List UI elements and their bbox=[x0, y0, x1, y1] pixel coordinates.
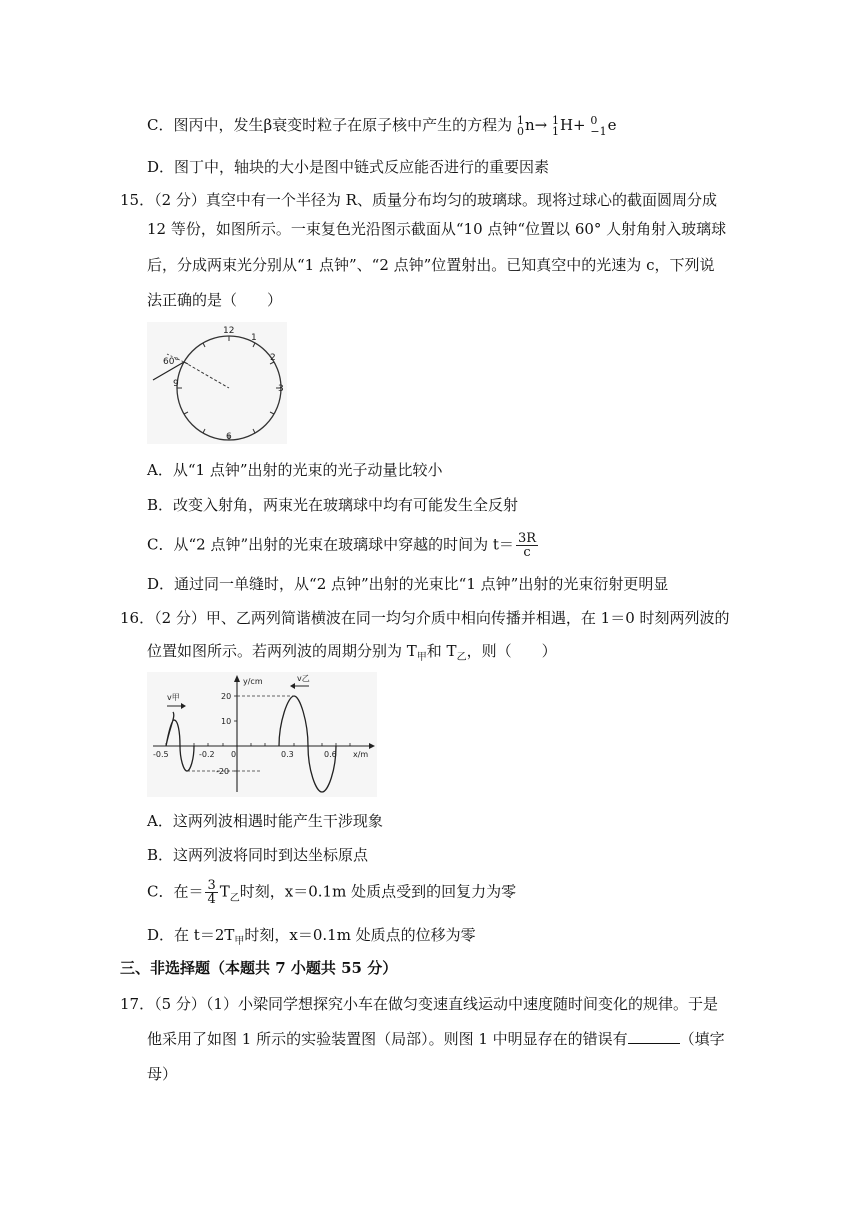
v-jia-label: v甲 bbox=[167, 693, 180, 702]
text-segment: 时刻，x＝0.1m 处质点的位移为零 bbox=[244, 926, 476, 944]
option-d-q16 bbox=[147, 925, 476, 948]
angle-label: 60° bbox=[163, 357, 179, 367]
x-tick-06: 0.6 bbox=[324, 750, 337, 759]
question-16-line-2 bbox=[147, 641, 557, 664]
neutron-symbol: n bbox=[524, 116, 535, 134]
electron-charge: −1 bbox=[590, 125, 607, 138]
y-tick-10: 10 bbox=[221, 717, 232, 726]
option-a-q15: A．从“1 点钟”出射的光束的光子动量比较小 bbox=[147, 461, 443, 479]
question-17-line-1: 17．（5 分）（1）小梁同学想探究小车在做匀变速直线运动中速度随时间变化的规律。于是 bbox=[120, 995, 718, 1013]
x-axis-label: x/m bbox=[353, 750, 369, 759]
subscript-yi: 乙 bbox=[229, 892, 240, 904]
label-1: 1 bbox=[251, 333, 257, 343]
text-segment: C．在＝ bbox=[147, 882, 204, 901]
subscript-yi: 乙 bbox=[456, 652, 467, 663]
option-c-q14 bbox=[147, 115, 617, 137]
text-segment: 时刻，x＝0.1m 处质点受到的回复力为零 bbox=[239, 882, 517, 901]
label-2: 2 bbox=[270, 353, 276, 363]
question-16-line-1: 16．（2 分）甲、乙两列简谐横波在同一均匀介质中相向传播并相遇，在 1＝0 时刻两列波的 bbox=[120, 609, 730, 627]
option-a-q16: A．这两列波相遇时能产生干涉现象 bbox=[147, 812, 383, 830]
proton-symbol: H+ bbox=[559, 116, 586, 134]
text-segment: 位置如图所示。若两列波的周期分别为 T bbox=[147, 642, 417, 660]
x-tick-0: 0 bbox=[231, 750, 237, 759]
question-15-line-1: 15．（2 分）真空中有一个半径为 R、质量分布均匀的玻璃球。现将过球心的截面圆周分成 bbox=[120, 191, 717, 209]
y-axis-label: y/cm bbox=[243, 677, 263, 686]
text-segment: D．在 t＝2T bbox=[147, 926, 235, 944]
electron-mass: 0 bbox=[590, 114, 598, 127]
neutron-mass: 1 bbox=[516, 114, 524, 127]
x-tick-neg05: -0.5 bbox=[153, 750, 169, 759]
y-tick-20: 20 bbox=[221, 692, 232, 701]
fraction bbox=[516, 532, 538, 559]
glass-sphere-figure bbox=[147, 322, 287, 444]
proton-charge: 1 bbox=[551, 125, 559, 138]
proton-mass: 1 bbox=[551, 114, 559, 127]
fraction-denominator: 4 bbox=[207, 892, 216, 907]
option-b-q15: B．改变入射角，两束光在玻璃球中均有可能发生全反射 bbox=[147, 496, 519, 514]
y-tick-neg20: -20 bbox=[216, 767, 230, 776]
question-17-line-3: 母） bbox=[147, 1065, 178, 1083]
fraction-numerator: 3 bbox=[207, 878, 216, 893]
v-yi-label: v乙 bbox=[297, 674, 310, 683]
text-segment: （填字 bbox=[679, 1030, 725, 1048]
fraction-numerator: 3R bbox=[517, 531, 536, 546]
text-segment: ，则（ ） bbox=[466, 642, 557, 660]
neutron-charge: 0 bbox=[516, 125, 524, 138]
option-d-q15: D．通过同一单缝时，从“2 点钟”出射的光束比“1 点钟”出射的光束衍射更明显 bbox=[147, 575, 669, 593]
x-tick-neg02: -0.2 bbox=[199, 750, 215, 759]
electron-symbol: e bbox=[607, 116, 617, 134]
x-tick-03: 0.3 bbox=[281, 750, 294, 759]
text-segment: T bbox=[219, 882, 230, 901]
arrow-symbol: → bbox=[534, 116, 548, 134]
text-segment: 他采用了如图 1 所示的实验装置图（局部）。则图 1 中明显存在的错误有 bbox=[147, 1030, 628, 1048]
label-9: 9 bbox=[173, 379, 179, 389]
option-c-q16 bbox=[147, 879, 516, 906]
label-6: 6 bbox=[226, 432, 232, 442]
option-c-q15 bbox=[147, 532, 540, 559]
fraction bbox=[205, 879, 217, 906]
option-b-q16: B．这两列波将同时到达坐标原点 bbox=[147, 846, 369, 864]
answer-blank[interactable] bbox=[628, 1029, 680, 1044]
question-15-line-4: 法正确的是（ ） bbox=[147, 291, 283, 309]
option-d-q14: D．图丁中，轴块的大小是图中链式反应能否进行的重要因素 bbox=[147, 158, 550, 176]
question-17-line-2 bbox=[147, 1029, 725, 1049]
wave-figure bbox=[147, 672, 377, 797]
nuclear-equation bbox=[517, 115, 617, 137]
option-text: C．图丙中，发生β衰变时粒子在原子核中产生的方程为 bbox=[147, 116, 513, 134]
option-text: C．从“2 点钟”出射的光束在玻璃球中穿越的时间为 t＝ bbox=[147, 535, 514, 554]
question-15-line-2: 12 等份，如图所示。一束复色光沿图示截面从“10 点钟“位置以 60° 人射角射入玻璃球 bbox=[147, 220, 727, 238]
fraction-denominator: c bbox=[523, 545, 531, 560]
text-segment: 和 T bbox=[426, 642, 457, 660]
label-3: 3 bbox=[278, 384, 284, 394]
section-heading: 三、非选择题（本题共 7 小题共 55 分） bbox=[120, 959, 398, 977]
subscript-jia: 甲 bbox=[234, 936, 245, 947]
label-12: 12 bbox=[223, 326, 235, 336]
question-15-line-3: 后，分成两束光分别从“1 点钟”、“2 点钟”位置射出。已知真空中的光速为 c，下列说 bbox=[147, 256, 715, 274]
subscript-jia: 甲 bbox=[416, 652, 427, 663]
